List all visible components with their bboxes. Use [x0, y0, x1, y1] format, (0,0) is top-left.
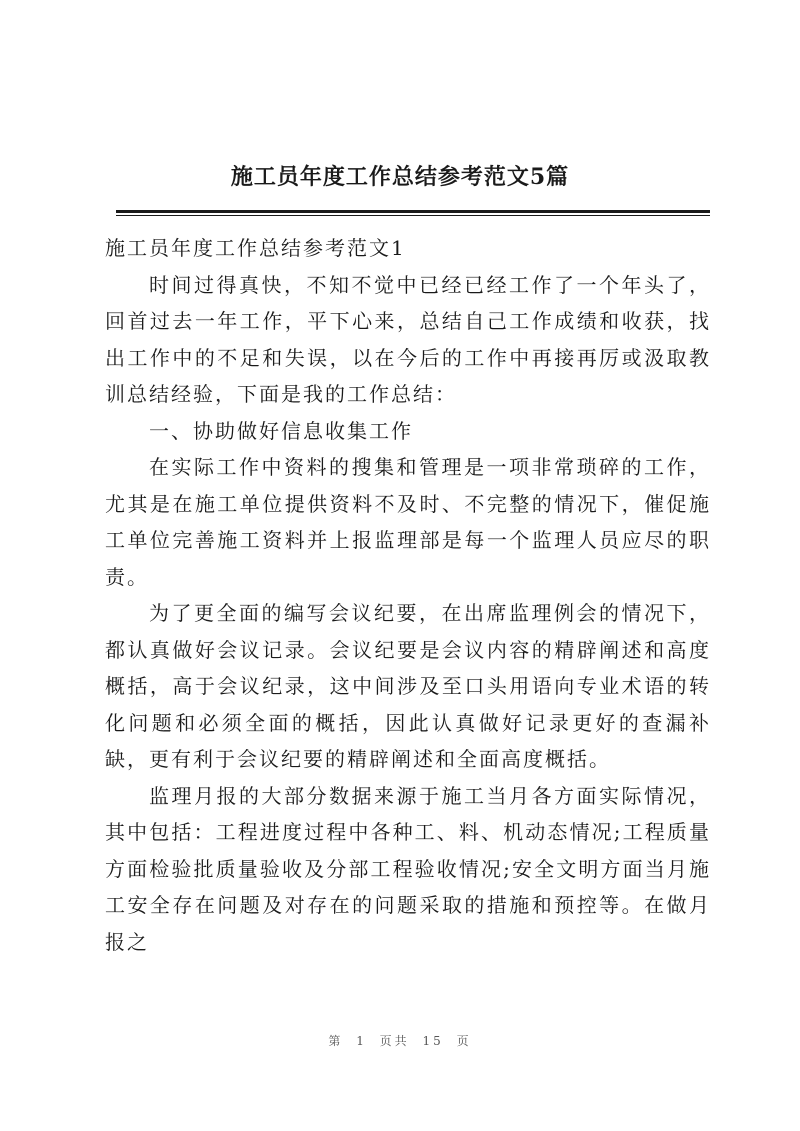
paragraph: 时间过得真快，不知不觉中已经已经工作了一个年头了，回首过去一年工作，平下心来，总结自己工作成绩和收获，找出工作中的不足和失误，以在今后的工作中再接再厉或汲取教训总结经验，下面是我的工作总结：: [105, 272, 711, 406]
title-divider-thin: [116, 215, 710, 216]
document-title: 施工员年度工作总结参考范文5篇: [230, 164, 570, 190]
paragraph: 为了更全面的编写会议纪要，在出席监理例会的情况下，都认真做好会议记录。会议纪要是会议内容的精辟阐述和高度概括，高于会议纪录，这中间涉及至口头用语向专业术语的转化问题和必须全面的概括，因此认真做好记录更好的查漏补缺，更有利于会议纪要的精辟阐述和全面高度概括。: [105, 601, 711, 771]
page-number-footer: 第 1 页共 15 页: [328, 1034, 472, 1048]
document-body: [105, 230, 711, 960]
section-title: 施工员年度工作总结参考范文1: [105, 236, 406, 260]
paragraph: 在实际工作中资料的搜集和管理是一项非常琐碎的工作，尤其是在施工单位提供资料不及时、不完整的情况下，催促施工单位完善施工资料并上报监理部是每一个监理人员应尽的职责。: [105, 455, 711, 589]
subheading: 一、协助做好信息收集工作: [149, 418, 413, 443]
title-divider: [116, 210, 710, 213]
paragraph: 监理月报的大部分数据来源于施工当月各方面实际情况，其中包括：工程进度过程中各种工、料、机动态情况;工程质量方面检验批质量验收及分部工程验收情况;安全文明方面当月施工安全存在问题及对存在的问题采取的措施和预控等。在做月报之: [105, 783, 711, 954]
